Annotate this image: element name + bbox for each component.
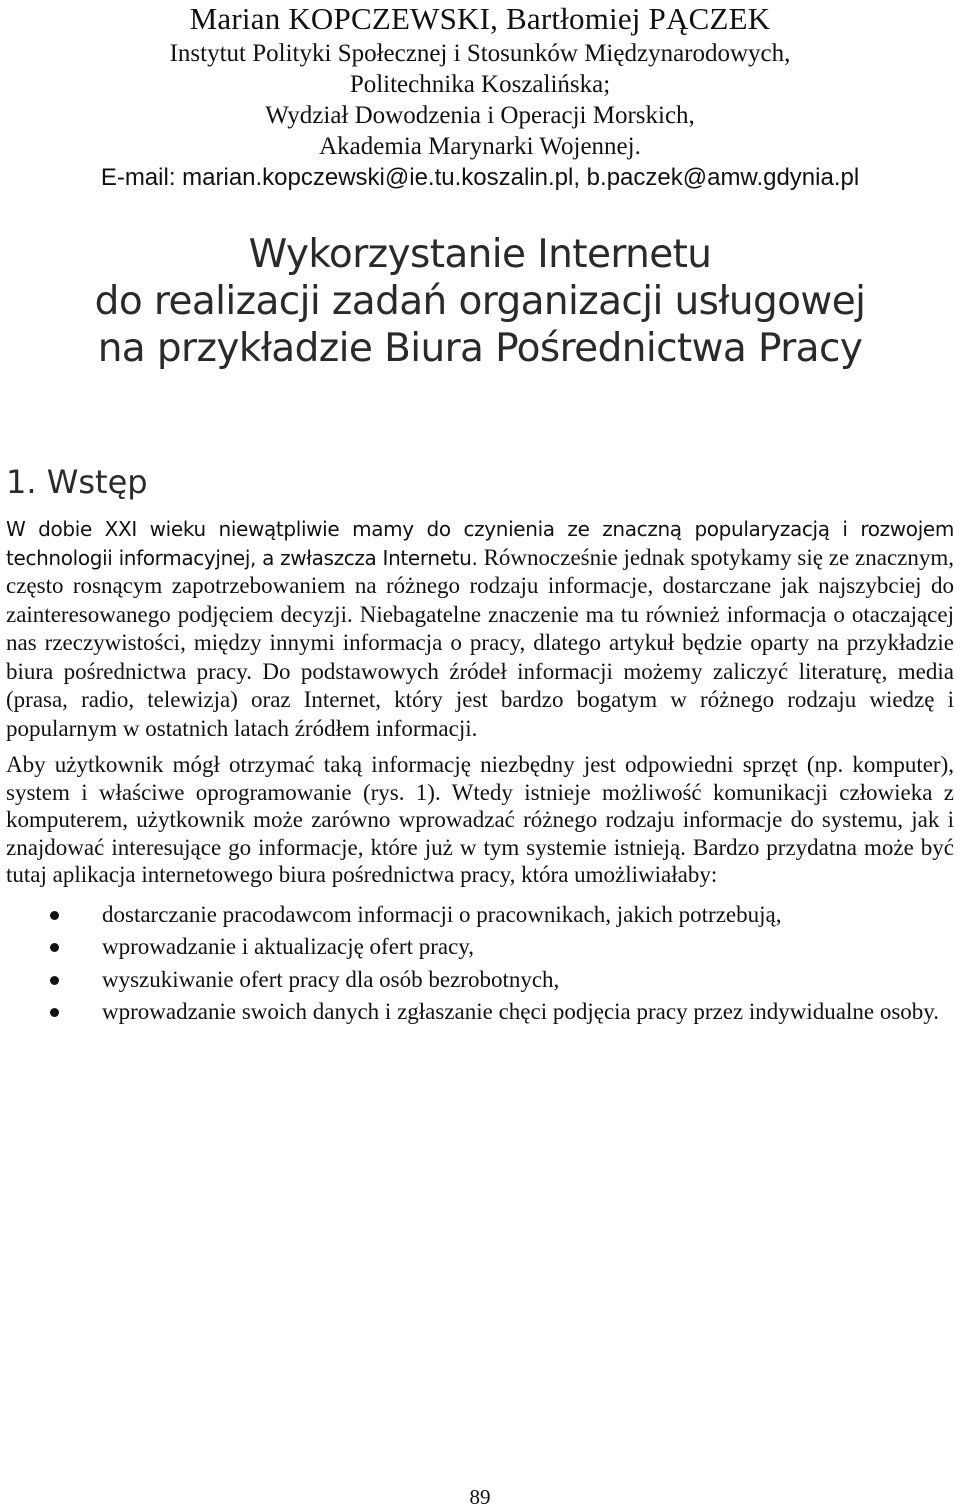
paragraph-1-serif-part: Równocześnie jednak spotykamy się ze znacznym, często rosnącym zapotrzebowaniem na różnego rodzaju informacje, dostarczane jak najszybciej do zainteresowanego podjęciem decyzji. Niebagatelne znaczenie ma tu również informacja o otaczającej nas rzeczywistości, między innymi informacja o pracy, dlatego artykuł będzie oparty na przykładzie biura pośrednictwa pracy. Do podstawowych źródeł informacji możemy zaliczyć literaturę, media (prasa, radio, telewizja) oraz Internet, który jest bardzo bogatym w różnego rodzaju wiedzę i popularnym w ostatnich latach źródłem informacji. [6,544,955,741]
bullet-icon [50,1008,59,1017]
list-item [6,933,954,961]
capabilities-list [6,901,954,1026]
paragraph-1-sans-part: W dobie XXI wieku niewątpliwie mamy do czynienia ze znaczną popularyzacją i rozwojem technologii informacyjnej, a zwłaszcza Internetu. [6,517,954,570]
list-item [6,998,954,1026]
list-item-text: dostarczanie pracodawcom informacji o pracownikach, jakich potrzebują, [102,901,782,927]
title-line-2: do realizacji zadań organizacji usługowej [94,279,866,324]
title-line-1: Wykorzystanie Internetu [248,232,712,277]
affiliation-line-2: Politechnika Koszalińska; [349,71,611,98]
page-number: 89 [469,1485,491,1509]
author-emails: E-mail: marian.kopczewski@ie.tu.koszalin.pl, b.paczek@amw.gdynia.pl [100,164,860,191]
affiliation-line-4: Akademia Marynarki Wojennej. [319,133,641,160]
section-heading: 1. Wstęp [6,463,148,501]
article-title [0,231,960,372]
affiliation-line-3: Wydział Dowodzenia i Operacji Morskich, [265,102,695,129]
list-item [6,966,954,994]
list-item-text: wprowadzanie i aktualizację ofert pracy, [102,934,475,959]
bullet-icon [50,911,59,920]
author-block [0,2,960,193]
paragraph-1 [6,516,954,743]
bullet-icon [50,943,59,952]
list-item-text: wyszukiwanie ofert pracy dla osób bezrobotnych, [102,966,560,992]
author-names: Marian KOPCZEWSKI, Bartłomiej PĄCZEK [189,1,771,36]
introduction-section [6,462,954,1031]
title-line-3: na przykładzie Biura Pośrednictwa Pracy [97,326,863,371]
bullet-icon [50,976,59,985]
list-item [6,901,954,929]
list-item-text: wprowadzanie swoich danych i zgłaszanie chęci podjęcia pracy przez indywidualne osoby. [102,999,940,1024]
affiliation-line-1: Instytut Polityki Społecznej i Stosunków Międzynarodowych, [169,40,791,67]
paragraph-2: Aby użytkownik mógł otrzymać taką informację niezbędny jest odpowiedni sprzęt (np. komputer), system i właściwe oprogramowanie (rys. 1). Wtedy istnieje możliwość komunikacji człowieka z komputerem, użytkownik może zarówno wprowadzać różnego rodzaju informacje do systemu, jak i znajdować interesujące go informacje, które już w tym systemie istnieją. Bardzo przydatna może być tutaj aplikacja internetowego biura pośrednictwa pracy, która umożliwiałaby: [6,752,954,887]
